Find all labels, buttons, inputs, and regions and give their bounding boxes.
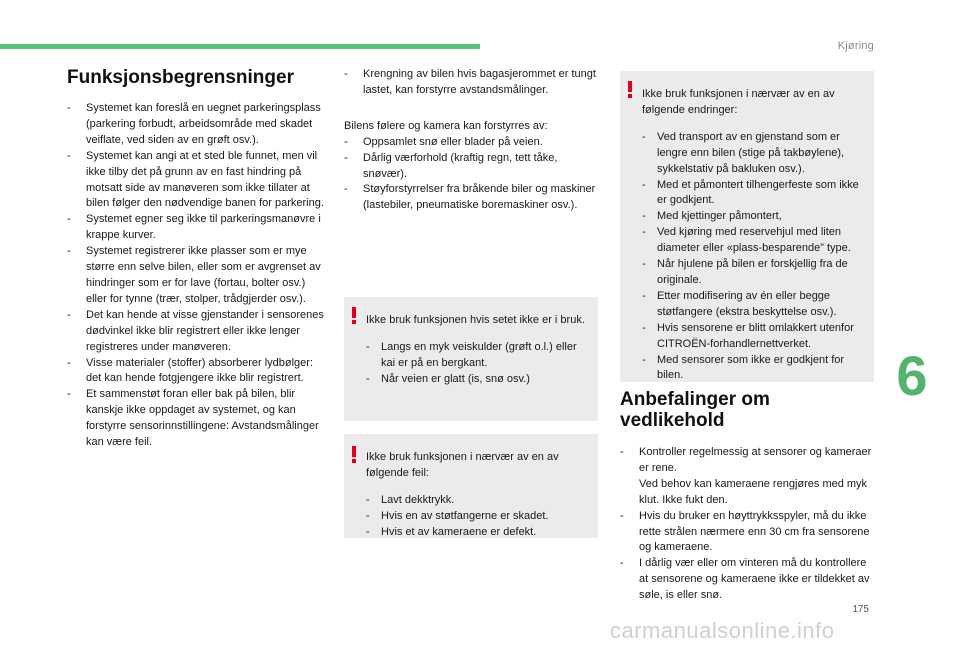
section-title-limitations: Funksjonsbegrensninger xyxy=(67,67,294,88)
list-item: - Systemet kan angi at et sted ble funnet, men vil ikke tilby det på grunn av en fast hindring på motsatt side av manøveren som ikke tillater at bilen følger den nødvendige banen for parkering. xyxy=(67,149,325,213)
list-item: - Systemet kan foreslå en uegnet parkeringsplass (parkering forbudt, arbeidsområde med skadet veiflate, ved siden av en grøft osv.). xyxy=(67,101,325,149)
list-item: - Krengning av bilen hvis bagasjerommet er tungt lastet, kan forstyrre avstandsmålinger. xyxy=(344,67,600,99)
list-item: - I dårlig vær eller om vinteren må du kontrollere at sensorene og kameraene ikke er tildekket av søle, is eller snø. xyxy=(620,556,876,604)
warning-list xyxy=(642,130,870,385)
list-item: - Visse materialer (stoffer) absorberer lydbølger: det kan hende fotgjengere ikke blir registrert. xyxy=(67,356,325,388)
section-title-maintenance xyxy=(620,389,876,431)
limitations-list xyxy=(67,101,325,451)
list-item: - Støyforstyrrelser fra bråkende biler og maskiner (lastebiler, pneumatiske boremaskiner osv.). xyxy=(344,182,600,214)
list-item: - Systemet registrerer ikke plasser som er mye større enn selve bilen, eller som er avgrenset av hindringer som er for lave (fortau, bolter osv.) eller for tynne (trær, stolper, trådgjerder osv.). xyxy=(67,244,325,308)
list-item: - Når veien er glatt (is, snø osv.) xyxy=(366,372,592,388)
list-item: - Med kjettinger påmontert, xyxy=(642,209,870,225)
list-item: - Med et påmontert tilhengerfeste som ikke er godkjent. xyxy=(642,178,870,210)
warning-list xyxy=(366,493,592,541)
warning-box-faults xyxy=(344,434,598,538)
maintenance-list xyxy=(620,445,876,604)
column-maintenance xyxy=(620,389,876,604)
warning-intro: Ikke bruk funksjonen hvis setet ikke er i bruk. xyxy=(366,314,585,326)
title-line: Anbefalinger om xyxy=(620,389,770,410)
list-item: - Langs en myk veiskulder (grøft o.l.) eller kai er på en bergkant. xyxy=(366,340,592,372)
sensors-list xyxy=(344,135,600,215)
warning-icon xyxy=(351,446,357,463)
sensors-intro: Bilens følere og kamera kan forstyrres av: xyxy=(344,119,548,132)
warning-list xyxy=(366,340,592,388)
list-item: - Ved kjøring med reservehjul med liten diameter eller «plass-besparende” type. xyxy=(642,225,870,257)
list-item: - Oppsamlet snø eller blader på veien. xyxy=(344,135,600,151)
list-item: - Hvis en av støtfangerne er skadet. xyxy=(366,509,592,525)
top-list xyxy=(344,67,600,99)
warning-intro: Ikke bruk funksjonen i nærvær av en av følgende endringer: xyxy=(642,88,835,116)
warning-box-modifications xyxy=(620,71,874,382)
list-item: - Når hjulene på bilen er forskjellig fra de originale. xyxy=(642,257,870,289)
item-main: Kontroller regelmessig at sensorer og kameraer er rene. xyxy=(639,446,872,474)
column-disturbances xyxy=(344,67,600,214)
section-name: Kjøring xyxy=(837,40,874,52)
list-item: - Med sensorer som ikke er godkjent for bilen. xyxy=(642,353,870,385)
list-item: - Systemet egner seg ikke til parkeringsmanøvre i krappe kurver. xyxy=(67,212,325,244)
page-number: 175 xyxy=(852,604,869,615)
item-extra: Ved behov kan kameraene rengjøres med myk klut. Ikke fukt den. xyxy=(639,477,868,506)
list-item: - Hvis sensorene er blitt omlakkert utenfor CITROËN-forhandlernettverket. xyxy=(642,321,870,353)
header-accent-bar xyxy=(0,44,480,49)
list-item: - Hvis du bruker en høyttrykksspyler, må du ikke rette strålen nærmere enn 30 cm fra sensorene og kameraene. xyxy=(620,509,876,557)
list-item xyxy=(620,445,876,509)
warning-icon xyxy=(351,307,357,324)
list-item: - Dårlig værforhold (kraftig regn, tett tåke, snøvær). xyxy=(344,151,600,183)
warning-intro: Ikke bruk funksjonen i nærvær av en av følgende feil: xyxy=(366,451,559,479)
list-item: - Lavt dekktrykk. xyxy=(366,493,592,509)
list-item: - Ved transport av en gjenstand som er lengre enn bilen (stige på takbøylene), sykkelstativ på bakluken osv.). xyxy=(642,130,870,178)
warning-icon xyxy=(627,81,633,98)
list-item: - Etter modifisering av én eller begge støtfangere (ekstra beskyttelse osv.). xyxy=(642,289,870,321)
watermark: carmanualsonline.info xyxy=(610,618,835,643)
list-item: - Det kan hende at visse gjenstander i sensorenes dødvinkel ikke blir registrert eller ikke lenger registreres under manøveren. xyxy=(67,308,325,356)
title-line: vedlikehold xyxy=(620,410,725,431)
list-item: - Hvis et av kameraene er defekt. xyxy=(366,525,592,541)
list-item: - Et sammenstøt foran eller bak på bilen, blir kanskje ikke oppdaget av systemet, og kan forstyrre sensorinnstillingene: Avstandsmålinger kan være feil. xyxy=(67,387,325,451)
chapter-number: 6 xyxy=(896,344,928,407)
column-limitations xyxy=(67,67,325,451)
warning-box-seat xyxy=(344,297,598,421)
